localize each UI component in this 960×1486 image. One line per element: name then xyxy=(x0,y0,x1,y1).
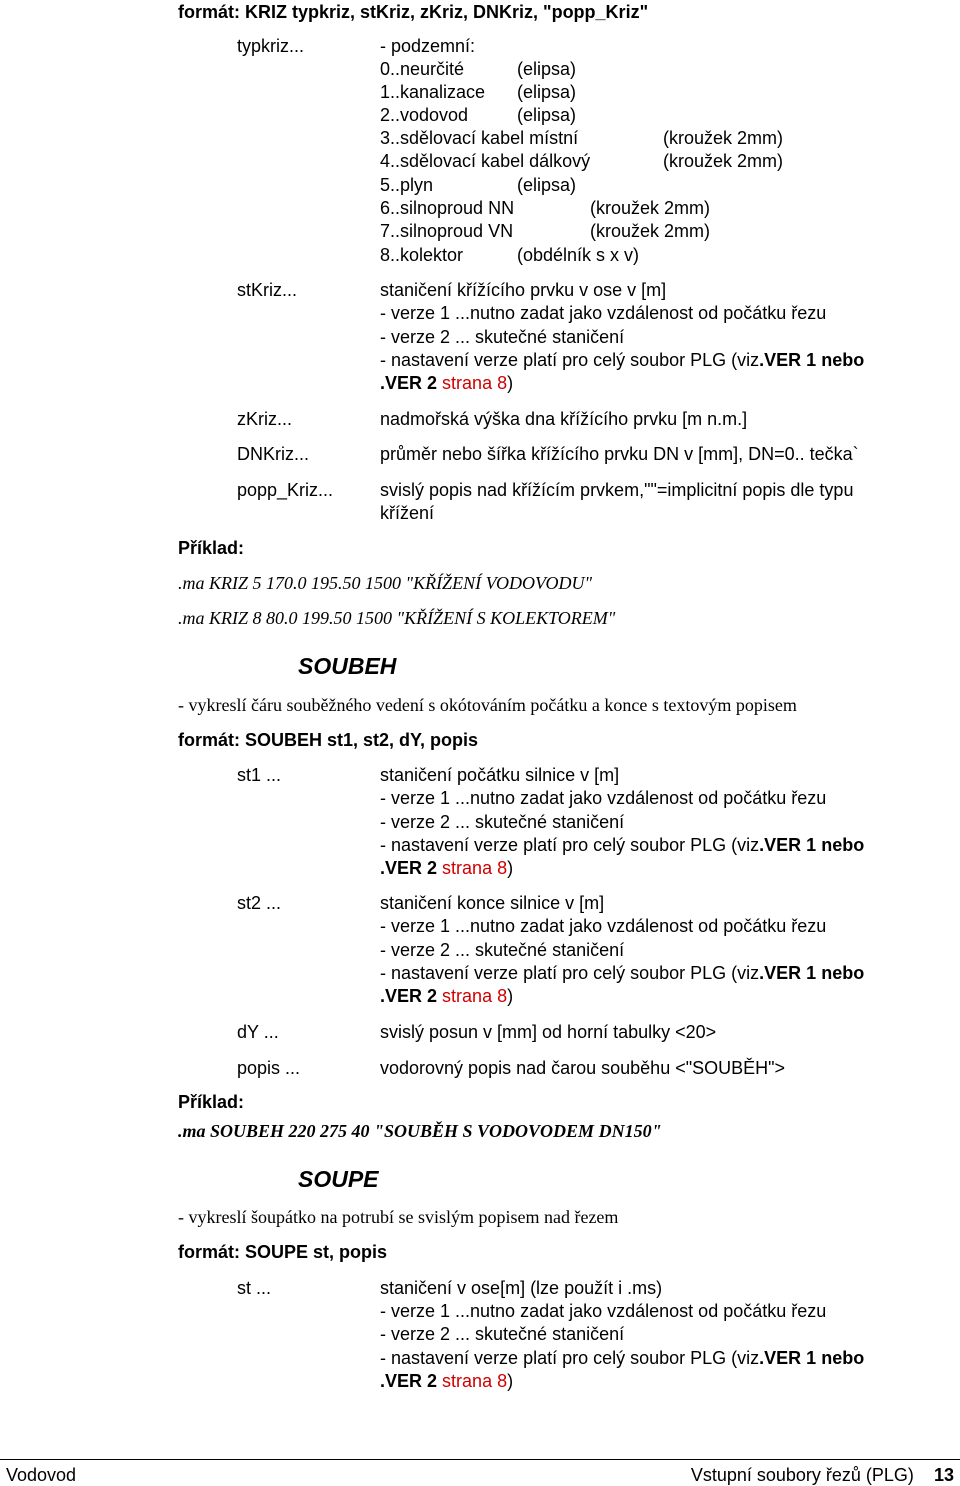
stkriz-desc: staničení křížícího prvku v ose v [m] xyxy=(380,280,667,300)
type-name: 8..kolektor xyxy=(380,245,464,265)
type-shape: (kroužek 2mm) xyxy=(663,151,784,171)
st2-verze1: - verze 1 ...nutno zadat jako vzdálenost od počátku řezu xyxy=(380,916,827,936)
nastaveni-text: - nastavení verze platí pro celý soubor PLG (viz xyxy=(380,963,760,983)
type-name: 4..sdělovací kabel dálkový xyxy=(380,151,591,171)
st1-ver2-line xyxy=(380,857,513,879)
soupe-description: - vykreslí šoupátko na potrubí se svislým popisem nad řezem xyxy=(178,1207,619,1227)
ver1-ref: .VER 1 nebo xyxy=(759,350,865,370)
strana-link[interactable]: strana 8 xyxy=(442,986,508,1006)
nastaveni-text: - nastavení verze platí pro celý soubor PLG (viz xyxy=(380,835,760,855)
st-ver2-line xyxy=(380,1370,513,1392)
st1-verze1: - verze 1 ...nutno zadat jako vzdálenost od počátku řezu xyxy=(380,788,827,808)
zkriz-label: zKriz... xyxy=(237,409,293,429)
footer-left: Vodovod xyxy=(6,1465,77,1485)
ver2-ref: .VER 2 xyxy=(380,373,438,393)
strana-link[interactable]: strana 8 xyxy=(442,1371,508,1391)
type-name: 7..silnoproud VN xyxy=(380,221,514,241)
ver1-ref: .VER 1 nebo xyxy=(759,963,865,983)
st-desc: staničení v ose[m] (lze použít i .ms) xyxy=(380,1278,663,1298)
st1-desc: staničení počátku silnice v [m] xyxy=(380,765,620,785)
close-paren: ) xyxy=(507,1371,514,1391)
st-label: st ... xyxy=(237,1278,272,1298)
footer-divider xyxy=(0,1459,960,1460)
type-shape: (kroužek 2mm) xyxy=(590,198,711,218)
nastaveni-text: - nastavení verze platí pro celý soubor PLG (viz xyxy=(380,1348,760,1368)
st2-nastaveni xyxy=(380,962,864,984)
ver2-ref: .VER 2 xyxy=(380,986,438,1006)
st1-verze2: - verze 2 ... skutečné staničení xyxy=(380,812,625,832)
kriz-example-2: .ma KRIZ 8 80.0 199.50 1500 "KŘÍŽENÍ S KOLEKTOREM" xyxy=(178,608,616,628)
ver1-ref: .VER 1 nebo xyxy=(759,1348,865,1368)
popis-label: popis ... xyxy=(237,1058,301,1078)
nastaveni-text: - nastavení verze platí pro celý soubor PLG (viz xyxy=(380,350,760,370)
soubeh-description: - vykreslí čáru souběžného vedení s okótováním počátku a konce s textovým popisem xyxy=(178,695,797,715)
kriz-format-line: formát: KRIZ typkriz, stKriz, zKriz, DNKriz, "popp_Kriz" xyxy=(178,2,649,22)
stkriz-verze2: - verze 2 ... skutečné staničení xyxy=(380,327,625,347)
page-number: 13 xyxy=(933,1465,954,1485)
strana-link[interactable]: strana 8 xyxy=(442,858,508,878)
st2-verze2: - verze 2 ... skutečné staničení xyxy=(380,940,625,960)
footer-title: Vstupní soubory řezů (PLG) xyxy=(690,1465,914,1485)
ver1-ref: .VER 1 nebo xyxy=(759,835,865,855)
type-shape: (elipsa) xyxy=(517,82,577,102)
dy-label: dY ... xyxy=(237,1022,279,1042)
soupe-format-line: formát: SOUPE st, popis xyxy=(178,1242,388,1262)
type-name: 5..plyn xyxy=(380,175,434,195)
type-name: 0..neurčité xyxy=(380,59,465,79)
close-paren: ) xyxy=(507,986,514,1006)
dnkriz-label: DNKriz... xyxy=(237,444,309,464)
type-shape: (obdélník s x v) xyxy=(517,245,640,265)
ver2-ref: .VER 2 xyxy=(380,1371,438,1391)
st-nastaveni xyxy=(380,1347,864,1369)
kriz-example-1: .ma KRIZ 5 170.0 195.50 1500 "KŘÍŽENÍ VODOVODU" xyxy=(178,573,593,593)
popp-label: popp_Kriz... xyxy=(237,480,334,500)
stkriz-ver2-line xyxy=(380,372,513,394)
soupe-title: SOUPE xyxy=(298,1166,379,1192)
stkriz-nastaveni xyxy=(380,349,864,371)
soubeh-title: SOUBEH xyxy=(298,653,397,679)
typkriz-label: typkriz... xyxy=(237,36,305,56)
st1-label: st1 ... xyxy=(237,765,282,785)
type-shape: (elipsa) xyxy=(517,175,577,195)
type-name: 6..silnoproud NN xyxy=(380,198,515,218)
stkriz-label: stKriz... xyxy=(237,280,298,300)
type-shape: (kroužek 2mm) xyxy=(590,221,711,241)
popis-desc: vodorovný popis nad čarou souběhu <"SOUBĚH"> xyxy=(380,1058,786,1078)
stkriz-verze1: - verze 1 ...nutno zadat jako vzdálenost od počátku řezu xyxy=(380,303,827,323)
footer-right xyxy=(691,1464,954,1486)
st2-desc: staničení konce silnice v [m] xyxy=(380,893,605,913)
close-paren: ) xyxy=(507,373,514,393)
type-name: 3..sdělovací kabel místní xyxy=(380,128,579,148)
st-verze2: - verze 2 ... skutečné staničení xyxy=(380,1324,625,1344)
type-shape: (kroužek 2mm) xyxy=(663,128,784,148)
type-shape: (elipsa) xyxy=(517,105,577,125)
soubeh-example-heading: Příklad: xyxy=(178,1092,245,1112)
dnkriz-desc: průměr nebo šířka křížícího prvku DN v [mm], DN=0.. tečka` xyxy=(380,444,859,464)
type-shape: (elipsa) xyxy=(517,59,577,79)
type-name: 1..kanalizace xyxy=(380,82,486,102)
typkriz-head: - podzemní: xyxy=(380,36,476,56)
st2-ver2-line xyxy=(380,985,513,1007)
st1-nastaveni xyxy=(380,834,864,856)
strana-link[interactable]: strana 8 xyxy=(442,373,508,393)
zkriz-desc: nadmořská výška dna křížícího prvku [m n.m.] xyxy=(380,409,748,429)
ver2-ref: .VER 2 xyxy=(380,858,438,878)
type-name: 2..vodovod xyxy=(380,105,469,125)
soubeh-example: .ma SOUBEH 220 275 40 "SOUBĚH S VODOVODEM DN150" xyxy=(178,1121,662,1141)
st2-label: st2 ... xyxy=(237,893,282,913)
soubeh-format-line: formát: SOUBEH st1, st2, dY, popis xyxy=(178,730,479,750)
popp-desc-line2: křížení xyxy=(380,503,435,523)
close-paren: ) xyxy=(507,858,514,878)
dy-desc: svislý posun v [mm] od horní tabulky <20> xyxy=(380,1022,717,1042)
st-verze1: - verze 1 ...nutno zadat jako vzdálenost od počátku řezu xyxy=(380,1301,827,1321)
kriz-example-heading: Příklad: xyxy=(178,538,245,558)
popp-desc-line1: svislý popis nad křížícím prvkem,""=implicitní popis dle typu xyxy=(380,480,854,500)
